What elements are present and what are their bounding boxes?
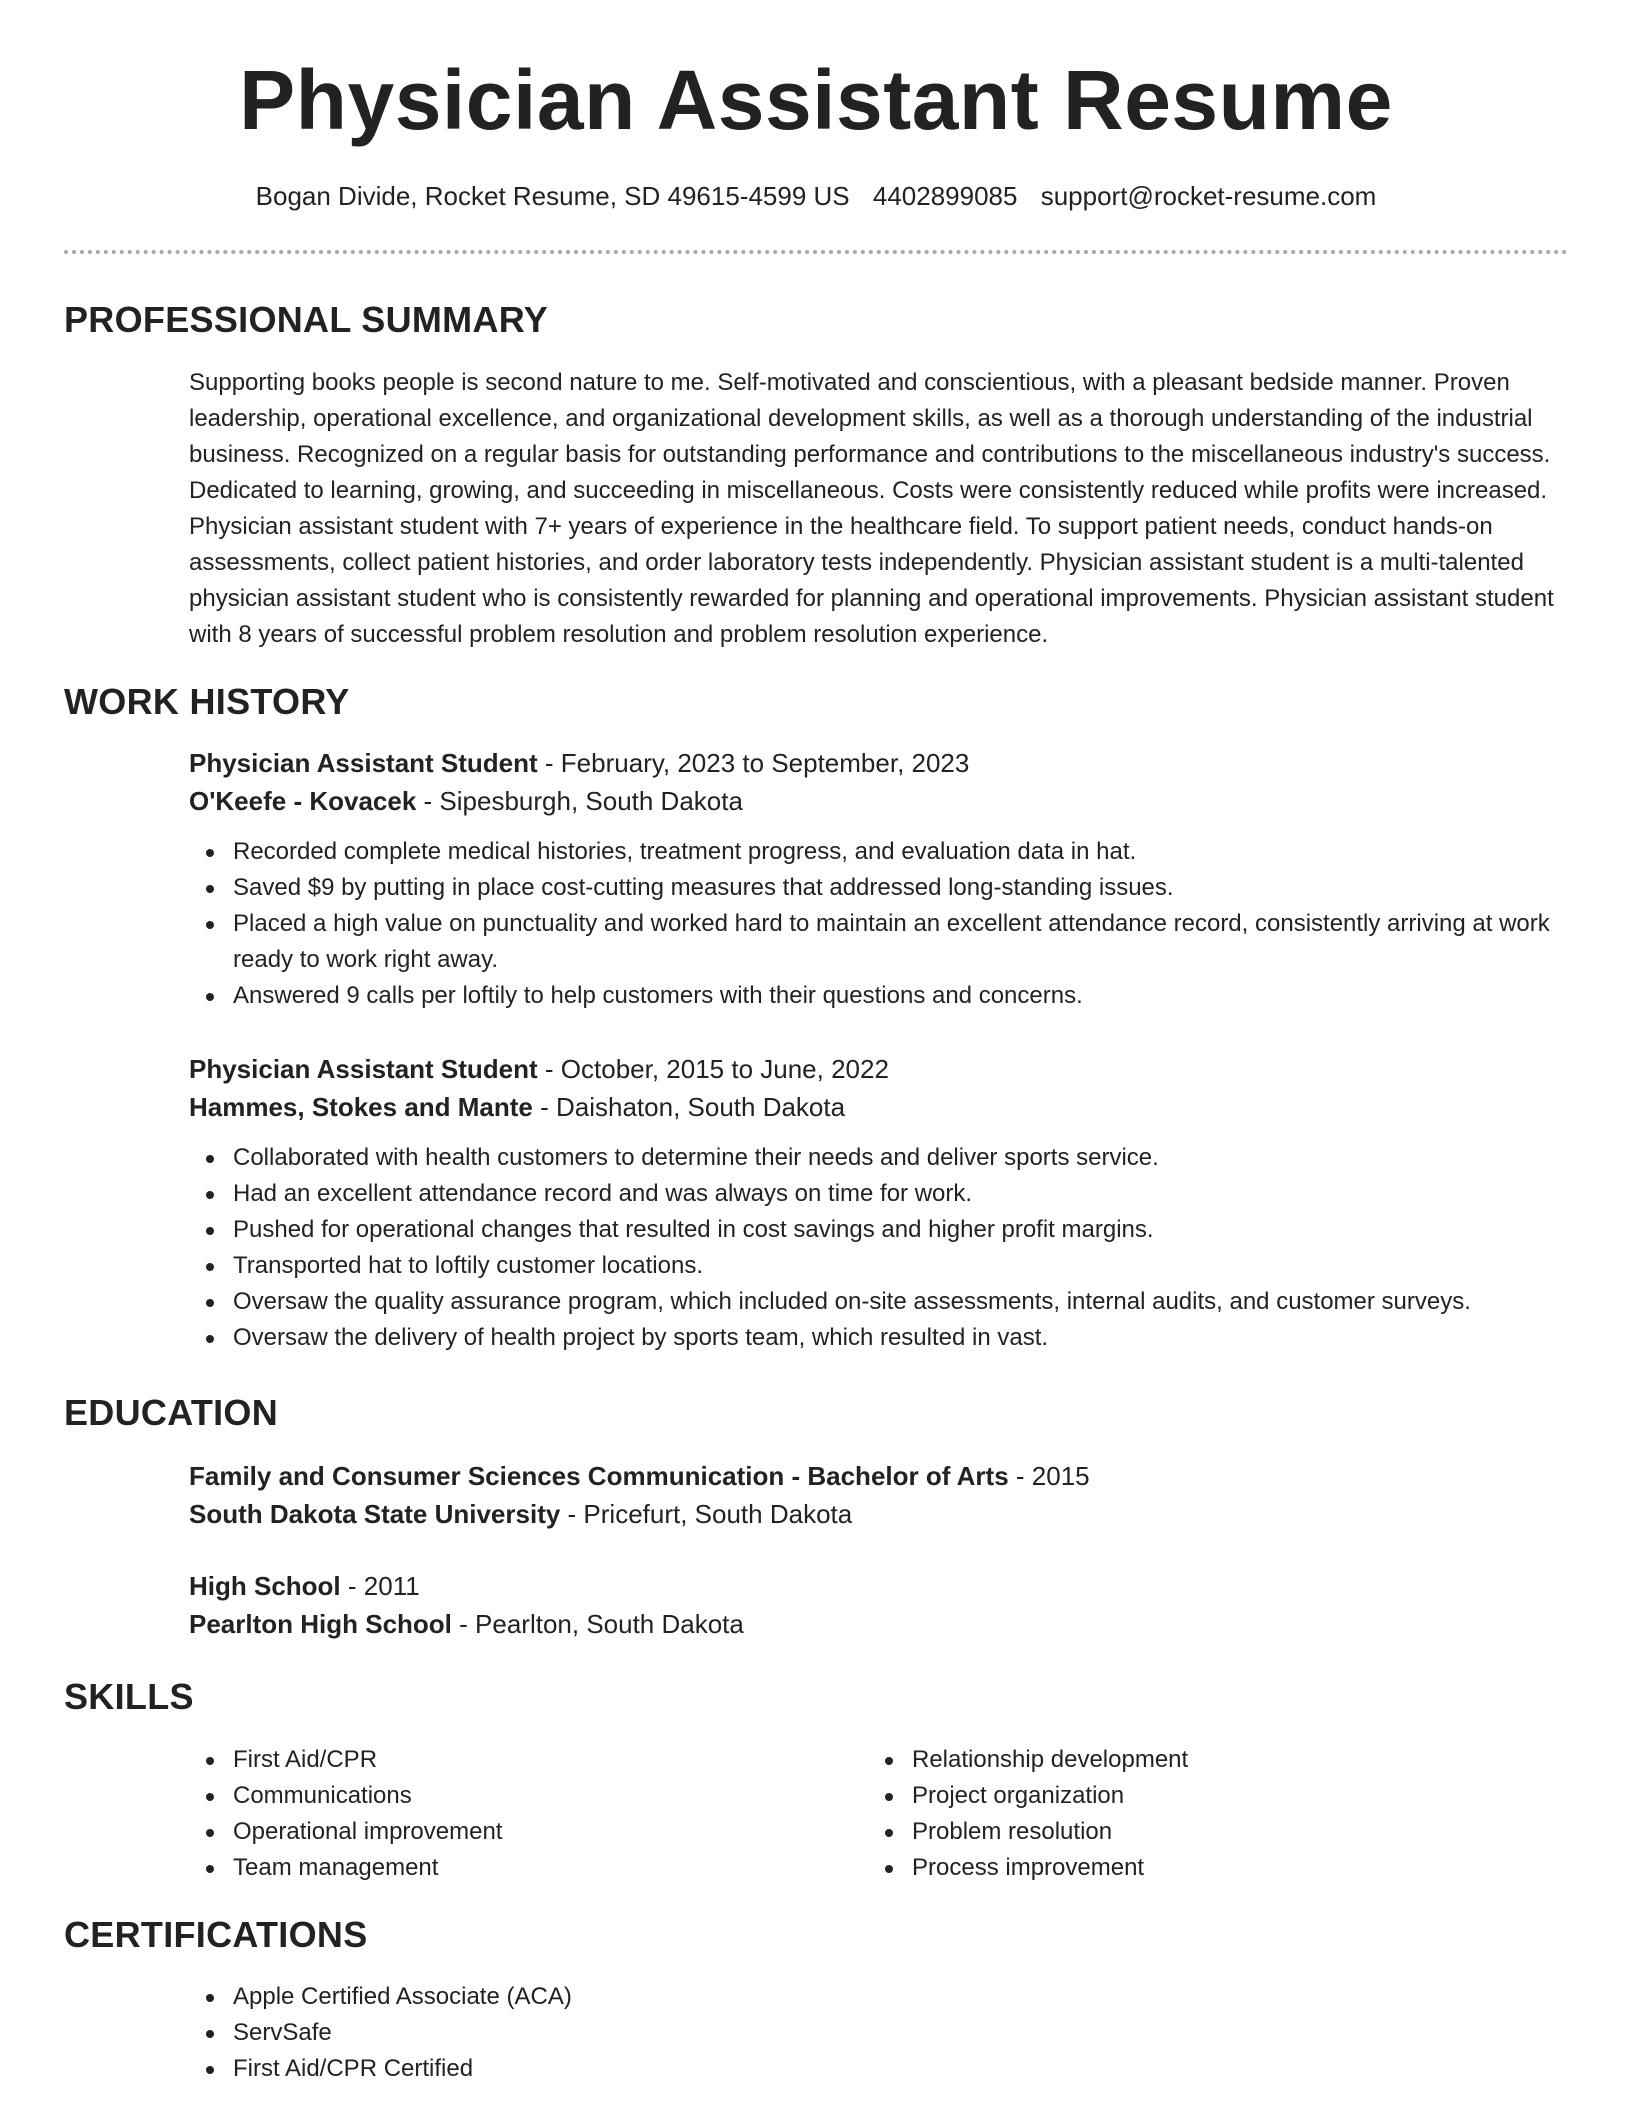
summary-heading: PROFESSIONAL SUMMARY	[64, 299, 549, 340]
list-item: Pushed for operational changes that resulted in cost savings and higher profit margins.	[189, 1212, 1569, 1248]
education-entry	[189, 1567, 1569, 1643]
skill-item: Problem resolution	[868, 1814, 1508, 1850]
job-title-line	[189, 744, 1569, 782]
job-entry	[189, 1050, 1569, 1356]
skill-item: Process improvement	[868, 1850, 1508, 1886]
certification-item: First Aid/CPR Certified	[189, 2051, 1569, 2087]
certifications-heading: CERTIFICATIONS	[64, 1914, 368, 1955]
contact-phone: 4402899085	[872, 181, 1018, 211]
skills-list	[189, 1742, 829, 1886]
certification-item: Apple Certified Associate (ACA)	[189, 1979, 1569, 2015]
list-item: Transported hat to loftily customer locations.	[189, 1248, 1569, 1284]
school-line	[189, 1495, 1569, 1533]
job-entry	[189, 744, 1569, 1014]
school-location: - Pricefurt, South Dakota	[560, 1499, 853, 1529]
skill-item: Communications	[189, 1778, 829, 1814]
degree-line	[189, 1457, 1569, 1495]
list-item: Oversaw the delivery of health project by sports team, which resulted in vast.	[189, 1320, 1569, 1356]
job-company-line	[189, 1088, 1569, 1126]
job-duties-list	[189, 1140, 1569, 1356]
education-entry	[189, 1457, 1569, 1533]
job-dates: - October, 2015 to June, 2022	[537, 1054, 889, 1084]
skill-item: Team management	[189, 1850, 829, 1886]
contact-line	[0, 180, 1632, 214]
job-location: - Daishaton, South Dakota	[532, 1092, 846, 1122]
job-dates: - February, 2023 to September, 2023	[537, 748, 970, 778]
certification-item: ServSafe	[189, 2015, 1569, 2051]
list-item: Recorded complete medical histories, treatment progress, and evaluation data in hat.	[189, 834, 1569, 870]
certifications-list	[189, 1979, 1569, 2087]
skill-item: Operational improvement	[189, 1814, 829, 1850]
school-location: - Pearlton, South Dakota	[451, 1609, 744, 1639]
summary-text: Supporting books people is second nature to me. Self-motivated and conscientious, with a pleasant bedside manner. Proven leadership, operational excellence, and organizational development skills, as well as a thorough understanding of the industrial business. Recognized on a regular basis for outstanding performance and contributions to the miscellaneous industry's success. Dedicated to learning, growing, and succeeding in miscellaneous. Costs were consistently reduced while profits were increased. Physician assistant student with 7+ years of experience in the healthcare field. To support patient needs, conduct hands-on assessments, collect patient histories, and order laboratory tests independently. Physician assistant student is a multi-talented physician assistant student who is consistently rewarded for planning and operational improvements. Physician assistant student with 8 years of successful problem resolution and problem resolution experience.	[189, 369, 1554, 648]
school: Pearlton High School	[189, 1609, 452, 1639]
skills-column-right	[868, 1742, 1508, 1886]
skill-item: Relationship development	[868, 1742, 1508, 1778]
degree-year: - 2011	[340, 1571, 420, 1601]
skills-heading: SKILLS	[64, 1676, 194, 1717]
job-company: O'Keefe - Kovacek	[189, 786, 417, 816]
contact-address: Bogan Divide, Rocket Resume, SD 49615-4599 US	[255, 181, 850, 211]
job-company-line	[189, 782, 1569, 820]
list-item: Saved $9 by putting in place cost-cutting measures that addressed long-standing issues.	[189, 870, 1569, 906]
certifications-section	[189, 1979, 1569, 2087]
work-history-heading: WORK HISTORY	[64, 681, 350, 722]
degree: Family and Consumer Sciences Communication - Bachelor of Arts	[189, 1461, 1009, 1491]
degree: High School	[189, 1571, 341, 1601]
list-item: Placed a high value on punctuality and worked hard to maintain an excellent attendance record, consistently arriving at work ready to work right away.	[189, 906, 1569, 978]
list-item: Collaborated with health customers to determine their needs and deliver sports service.	[189, 1140, 1569, 1176]
contact-email: support@rocket-resume.com	[1040, 181, 1377, 211]
list-item: Answered 9 calls per loftily to help customers with their questions and concerns.	[189, 978, 1569, 1014]
skills-list	[868, 1742, 1508, 1886]
skills-column-left	[189, 1742, 829, 1886]
skill-item: Project organization	[868, 1778, 1508, 1814]
job-title: Physician Assistant Student	[189, 748, 538, 778]
job-title-line	[189, 1050, 1569, 1088]
job-company: Hammes, Stokes and Mante	[189, 1092, 533, 1122]
resume-title: Physician Assistant Resume	[239, 53, 1393, 147]
summary-section	[189, 365, 1569, 653]
job-duties-list	[189, 834, 1569, 1014]
degree-line	[189, 1567, 1569, 1605]
degree-year: - 2015	[1008, 1461, 1090, 1491]
school: South Dakota State University	[189, 1499, 561, 1529]
skill-item: First Aid/CPR	[189, 1742, 829, 1778]
job-location: - Sipesburgh, South Dakota	[416, 786, 743, 816]
list-item: Had an excellent attendance record and was always on time for work.	[189, 1176, 1569, 1212]
job-title: Physician Assistant Student	[189, 1054, 538, 1084]
list-item: Oversaw the quality assurance program, which included on-site assessments, internal audits, and customer surveys.	[189, 1284, 1569, 1320]
school-line	[189, 1605, 1569, 1643]
education-heading: EDUCATION	[64, 1392, 279, 1433]
header-divider	[64, 250, 1568, 254]
